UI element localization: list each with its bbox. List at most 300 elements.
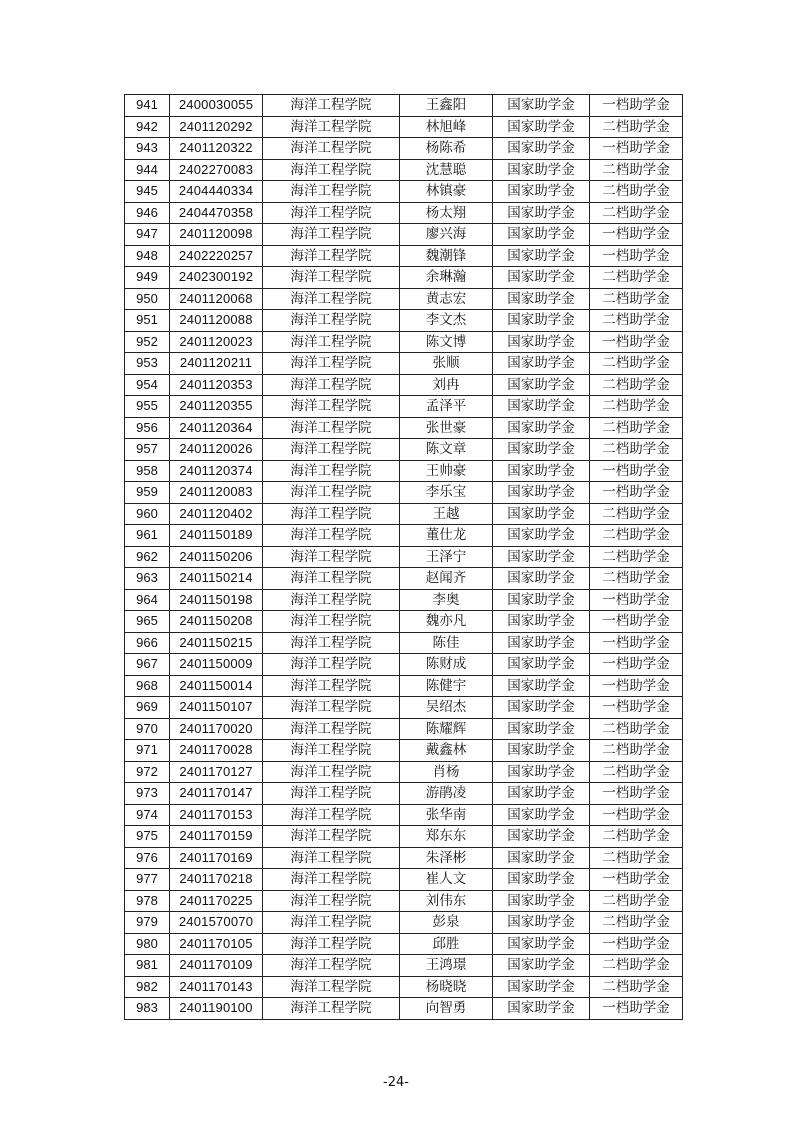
student-id-cell: 2401120026 [170, 439, 263, 461]
student-name-cell: 张世豪 [400, 417, 493, 439]
student-id-cell: 2402300192 [170, 267, 263, 289]
table-row [125, 95, 683, 117]
table-row [125, 417, 683, 439]
grant-type-cell: 国家助学金 [493, 675, 590, 697]
college-name-cell: 海洋工程学院 [263, 224, 400, 246]
row-index-cell: 949 [125, 267, 170, 289]
grant-level-cell: 二档助学金 [590, 912, 683, 934]
student-id-cell: 2401170218 [170, 869, 263, 891]
college-name-cell: 海洋工程学院 [263, 353, 400, 375]
grant-type-cell: 国家助学金 [493, 933, 590, 955]
student-id-cell: 2401120322 [170, 138, 263, 160]
grant-type-cell: 国家助学金 [493, 912, 590, 934]
grant-level-cell: 一档助学金 [590, 869, 683, 891]
student-name-cell: 张顺 [400, 353, 493, 375]
row-index-cell: 977 [125, 869, 170, 891]
student-id-cell: 2401120023 [170, 331, 263, 353]
grant-level-cell: 二档助学金 [590, 202, 683, 224]
student-id-cell: 2401170020 [170, 718, 263, 740]
row-index-cell: 978 [125, 890, 170, 912]
table-row [125, 116, 683, 138]
student-name-cell: 邱胜 [400, 933, 493, 955]
student-name-cell: 陈耀辉 [400, 718, 493, 740]
row-index-cell: 975 [125, 826, 170, 848]
row-index-cell: 969 [125, 697, 170, 719]
grant-type-cell: 国家助学金 [493, 202, 590, 224]
college-name-cell: 海洋工程学院 [263, 847, 400, 869]
grant-type-cell: 国家助学金 [493, 245, 590, 267]
student-id-cell: 2402270083 [170, 159, 263, 181]
college-name-cell: 海洋工程学院 [263, 546, 400, 568]
grant-type-cell: 国家助学金 [493, 847, 590, 869]
college-name-cell: 海洋工程学院 [263, 482, 400, 504]
grant-type-cell: 国家助学金 [493, 632, 590, 654]
grant-recipients-table [124, 94, 683, 1020]
grant-type-cell: 国家助学金 [493, 288, 590, 310]
student-name-cell: 杨晓晓 [400, 976, 493, 998]
student-name-cell: 王泽宁 [400, 546, 493, 568]
grant-type-cell: 国家助学金 [493, 976, 590, 998]
college-name-cell: 海洋工程学院 [263, 525, 400, 547]
grant-type-cell: 国家助学金 [493, 224, 590, 246]
student-name-cell: 朱泽彬 [400, 847, 493, 869]
row-index-cell: 959 [125, 482, 170, 504]
grant-type-cell: 国家助学金 [493, 417, 590, 439]
row-index-cell: 944 [125, 159, 170, 181]
table-row [125, 159, 683, 181]
row-index-cell: 945 [125, 181, 170, 203]
table-row [125, 869, 683, 891]
row-index-cell: 951 [125, 310, 170, 332]
student-id-cell: 2401120068 [170, 288, 263, 310]
student-name-cell: 林旭峰 [400, 116, 493, 138]
student-id-cell: 2400030055 [170, 95, 263, 117]
student-name-cell: 赵闻齐 [400, 568, 493, 590]
college-name-cell: 海洋工程学院 [263, 654, 400, 676]
table-row [125, 353, 683, 375]
row-index-cell: 960 [125, 503, 170, 525]
college-name-cell: 海洋工程学院 [263, 245, 400, 267]
row-index-cell: 954 [125, 374, 170, 396]
table-row [125, 181, 683, 203]
grant-level-cell: 二档助学金 [590, 525, 683, 547]
grant-level-cell: 二档助学金 [590, 181, 683, 203]
grant-level-cell: 二档助学金 [590, 267, 683, 289]
grant-type-cell: 国家助学金 [493, 890, 590, 912]
row-index-cell: 948 [125, 245, 170, 267]
student-name-cell: 向智勇 [400, 998, 493, 1020]
grant-level-cell: 一档助学金 [590, 460, 683, 482]
grant-level-cell: 二档助学金 [590, 439, 683, 461]
row-index-cell: 943 [125, 138, 170, 160]
table-row [125, 804, 683, 826]
student-id-cell: 2402220257 [170, 245, 263, 267]
student-name-cell: 林镇豪 [400, 181, 493, 203]
row-index-cell: 941 [125, 95, 170, 117]
student-name-cell: 杨陈希 [400, 138, 493, 160]
table-body [125, 95, 683, 1020]
grant-type-cell: 国家助学金 [493, 697, 590, 719]
grant-type-cell: 国家助学金 [493, 718, 590, 740]
table-row [125, 331, 683, 353]
student-name-cell: 魏潮锋 [400, 245, 493, 267]
student-id-cell: 2401170127 [170, 761, 263, 783]
table-row [125, 675, 683, 697]
student-id-cell: 2401170159 [170, 826, 263, 848]
student-name-cell: 张华南 [400, 804, 493, 826]
college-name-cell: 海洋工程学院 [263, 955, 400, 977]
college-name-cell: 海洋工程学院 [263, 331, 400, 353]
table-row [125, 847, 683, 869]
college-name-cell: 海洋工程学院 [263, 998, 400, 1020]
college-name-cell: 海洋工程学院 [263, 826, 400, 848]
student-id-cell: 2401120402 [170, 503, 263, 525]
table-row [125, 718, 683, 740]
table-row [125, 267, 683, 289]
grant-level-cell: 二档助学金 [590, 761, 683, 783]
student-id-cell: 2401150014 [170, 675, 263, 697]
grant-type-cell: 国家助学金 [493, 353, 590, 375]
table-row [125, 654, 683, 676]
college-name-cell: 海洋工程学院 [263, 202, 400, 224]
table-row [125, 439, 683, 461]
student-id-cell: 2401150009 [170, 654, 263, 676]
row-index-cell: 968 [125, 675, 170, 697]
row-index-cell: 970 [125, 718, 170, 740]
college-name-cell: 海洋工程学院 [263, 116, 400, 138]
grant-type-cell: 国家助学金 [493, 374, 590, 396]
college-name-cell: 海洋工程学院 [263, 374, 400, 396]
student-name-cell: 李奥 [400, 589, 493, 611]
table-row [125, 503, 683, 525]
table-row [125, 202, 683, 224]
grant-level-cell: 二档助学金 [590, 976, 683, 998]
grant-type-cell: 国家助学金 [493, 568, 590, 590]
row-index-cell: 946 [125, 202, 170, 224]
row-index-cell: 974 [125, 804, 170, 826]
student-name-cell: 余琳瀚 [400, 267, 493, 289]
grant-level-cell: 二档助学金 [590, 310, 683, 332]
student-id-cell: 2401150198 [170, 589, 263, 611]
grant-type-cell: 国家助学金 [493, 546, 590, 568]
student-name-cell: 廖兴海 [400, 224, 493, 246]
grant-type-cell: 国家助学金 [493, 503, 590, 525]
grant-type-cell: 国家助学金 [493, 761, 590, 783]
college-name-cell: 海洋工程学院 [263, 568, 400, 590]
table-row [125, 826, 683, 848]
grant-type-cell: 国家助学金 [493, 804, 590, 826]
row-index-cell: 983 [125, 998, 170, 1020]
student-name-cell: 孟泽平 [400, 396, 493, 418]
grant-level-cell: 二档助学金 [590, 159, 683, 181]
row-index-cell: 957 [125, 439, 170, 461]
table-row [125, 611, 683, 633]
grant-type-cell: 国家助学金 [493, 396, 590, 418]
grant-type-cell: 国家助学金 [493, 181, 590, 203]
grant-level-cell: 二档助学金 [590, 417, 683, 439]
grant-level-cell: 二档助学金 [590, 718, 683, 740]
student-name-cell: 肖杨 [400, 761, 493, 783]
grant-type-cell: 国家助学金 [493, 267, 590, 289]
student-id-cell: 2401120364 [170, 417, 263, 439]
grant-type-cell: 国家助学金 [493, 482, 590, 504]
student-name-cell: 王鸿璟 [400, 955, 493, 977]
student-name-cell: 崔人文 [400, 869, 493, 891]
college-name-cell: 海洋工程学院 [263, 976, 400, 998]
grant-level-cell: 二档助学金 [590, 847, 683, 869]
college-name-cell: 海洋工程学院 [263, 740, 400, 762]
college-name-cell: 海洋工程学院 [263, 138, 400, 160]
grant-level-cell: 二档助学金 [590, 503, 683, 525]
student-id-cell: 2401170105 [170, 933, 263, 955]
grant-level-cell: 一档助学金 [590, 654, 683, 676]
student-id-cell: 2401120292 [170, 116, 263, 138]
table-row [125, 138, 683, 160]
table-row [125, 245, 683, 267]
table-row [125, 396, 683, 418]
row-index-cell: 967 [125, 654, 170, 676]
student-name-cell: 杨太翔 [400, 202, 493, 224]
student-id-cell: 2401120088 [170, 310, 263, 332]
student-name-cell: 魏亦凡 [400, 611, 493, 633]
student-id-cell: 2401120098 [170, 224, 263, 246]
grant-type-cell: 国家助学金 [493, 95, 590, 117]
student-name-cell: 吴绍杰 [400, 697, 493, 719]
grant-type-cell: 国家助学金 [493, 740, 590, 762]
row-index-cell: 965 [125, 611, 170, 633]
row-index-cell: 979 [125, 912, 170, 934]
grant-type-cell: 国家助学金 [493, 998, 590, 1020]
student-id-cell: 2404440334 [170, 181, 263, 203]
grant-level-cell: 二档助学金 [590, 890, 683, 912]
table-row [125, 890, 683, 912]
grant-level-cell: 一档助学金 [590, 933, 683, 955]
student-name-cell: 刘冉 [400, 374, 493, 396]
college-name-cell: 海洋工程学院 [263, 439, 400, 461]
grant-level-cell: 一档助学金 [590, 675, 683, 697]
student-name-cell: 王鑫阳 [400, 95, 493, 117]
row-index-cell: 942 [125, 116, 170, 138]
student-name-cell: 刘伟东 [400, 890, 493, 912]
grant-type-cell: 国家助学金 [493, 159, 590, 181]
table-row [125, 460, 683, 482]
row-index-cell: 961 [125, 525, 170, 547]
grant-type-cell: 国家助学金 [493, 654, 590, 676]
student-id-cell: 2401120374 [170, 460, 263, 482]
table-row [125, 482, 683, 504]
grant-type-cell: 国家助学金 [493, 116, 590, 138]
row-index-cell: 963 [125, 568, 170, 590]
student-name-cell: 黄志宏 [400, 288, 493, 310]
college-name-cell: 海洋工程学院 [263, 718, 400, 740]
college-name-cell: 海洋工程学院 [263, 761, 400, 783]
college-name-cell: 海洋工程学院 [263, 267, 400, 289]
student-id-cell: 2401170225 [170, 890, 263, 912]
table-row [125, 288, 683, 310]
college-name-cell: 海洋工程学院 [263, 804, 400, 826]
student-id-cell: 2401570070 [170, 912, 263, 934]
table-row [125, 310, 683, 332]
student-name-cell: 李文杰 [400, 310, 493, 332]
college-name-cell: 海洋工程学院 [263, 181, 400, 203]
student-id-cell: 2404470358 [170, 202, 263, 224]
row-index-cell: 981 [125, 955, 170, 977]
grant-level-cell: 二档助学金 [590, 568, 683, 590]
student-id-cell: 2401190100 [170, 998, 263, 1020]
grant-level-cell: 一档助学金 [590, 138, 683, 160]
grant-type-cell: 国家助学金 [493, 439, 590, 461]
student-name-cell: 沈慧聪 [400, 159, 493, 181]
table-row [125, 224, 683, 246]
college-name-cell: 海洋工程学院 [263, 933, 400, 955]
row-index-cell: 972 [125, 761, 170, 783]
college-name-cell: 海洋工程学院 [263, 396, 400, 418]
grant-level-cell: 二档助学金 [590, 353, 683, 375]
student-id-cell: 2401120353 [170, 374, 263, 396]
table-row [125, 589, 683, 611]
college-name-cell: 海洋工程学院 [263, 869, 400, 891]
table-row [125, 740, 683, 762]
college-name-cell: 海洋工程学院 [263, 310, 400, 332]
table-row [125, 697, 683, 719]
grant-level-cell: 一档助学金 [590, 245, 683, 267]
grant-level-cell: 二档助学金 [590, 546, 683, 568]
page-number: -24- [383, 1075, 409, 1090]
row-index-cell: 966 [125, 632, 170, 654]
row-index-cell: 980 [125, 933, 170, 955]
grant-type-cell: 国家助学金 [493, 869, 590, 891]
student-id-cell: 2401150189 [170, 525, 263, 547]
table-row [125, 933, 683, 955]
college-name-cell: 海洋工程学院 [263, 417, 400, 439]
student-name-cell: 陈文博 [400, 331, 493, 353]
college-name-cell: 海洋工程学院 [263, 503, 400, 525]
grant-level-cell: 二档助学金 [590, 740, 683, 762]
grant-level-cell: 二档助学金 [590, 116, 683, 138]
student-id-cell: 2401120355 [170, 396, 263, 418]
student-id-cell: 2401120211 [170, 353, 263, 375]
college-name-cell: 海洋工程学院 [263, 783, 400, 805]
row-index-cell: 955 [125, 396, 170, 418]
grant-type-cell: 国家助学金 [493, 611, 590, 633]
grant-level-cell: 一档助学金 [590, 998, 683, 1020]
student-id-cell: 2401150208 [170, 611, 263, 633]
table-row [125, 525, 683, 547]
student-id-cell: 2401120083 [170, 482, 263, 504]
grant-type-cell: 国家助学金 [493, 826, 590, 848]
student-id-cell: 2401150206 [170, 546, 263, 568]
student-name-cell: 李乐宝 [400, 482, 493, 504]
student-id-cell: 2401170169 [170, 847, 263, 869]
grant-level-cell: 二档助学金 [590, 374, 683, 396]
student-name-cell: 王越 [400, 503, 493, 525]
grant-type-cell: 国家助学金 [493, 460, 590, 482]
grant-level-cell: 一档助学金 [590, 482, 683, 504]
grant-level-cell: 一档助学金 [590, 611, 683, 633]
college-name-cell: 海洋工程学院 [263, 890, 400, 912]
college-name-cell: 海洋工程学院 [263, 611, 400, 633]
student-name-cell: 游鹃凌 [400, 783, 493, 805]
student-id-cell: 2401170028 [170, 740, 263, 762]
grant-type-cell: 国家助学金 [493, 955, 590, 977]
student-name-cell: 陈佳 [400, 632, 493, 654]
student-id-cell: 2401150215 [170, 632, 263, 654]
college-name-cell: 海洋工程学院 [263, 159, 400, 181]
student-name-cell: 陈财成 [400, 654, 493, 676]
table-row [125, 976, 683, 998]
student-id-cell: 2401150214 [170, 568, 263, 590]
row-index-cell: 953 [125, 353, 170, 375]
table-row [125, 632, 683, 654]
table-row [125, 783, 683, 805]
grant-level-cell: 一档助学金 [590, 697, 683, 719]
row-index-cell: 952 [125, 331, 170, 353]
grant-level-cell: 二档助学金 [590, 288, 683, 310]
student-name-cell: 郑东东 [400, 826, 493, 848]
grant-level-cell: 一档助学金 [590, 331, 683, 353]
row-index-cell: 950 [125, 288, 170, 310]
student-id-cell: 2401170109 [170, 955, 263, 977]
grant-level-cell: 一档助学金 [590, 224, 683, 246]
grant-level-cell: 二档助学金 [590, 955, 683, 977]
row-index-cell: 958 [125, 460, 170, 482]
grant-type-cell: 国家助学金 [493, 138, 590, 160]
student-name-cell: 陈健宇 [400, 675, 493, 697]
table-row [125, 955, 683, 977]
table-row [125, 761, 683, 783]
student-id-cell: 2401170153 [170, 804, 263, 826]
student-name-cell: 陈文章 [400, 439, 493, 461]
student-id-cell: 2401170143 [170, 976, 263, 998]
table-row [125, 912, 683, 934]
grant-level-cell: 一档助学金 [590, 589, 683, 611]
college-name-cell: 海洋工程学院 [263, 675, 400, 697]
student-name-cell: 戴鑫林 [400, 740, 493, 762]
grant-type-cell: 国家助学金 [493, 589, 590, 611]
table-row [125, 998, 683, 1020]
grant-level-cell: 一档助学金 [590, 804, 683, 826]
grant-level-cell: 二档助学金 [590, 826, 683, 848]
table-row [125, 546, 683, 568]
college-name-cell: 海洋工程学院 [263, 288, 400, 310]
college-name-cell: 海洋工程学院 [263, 632, 400, 654]
college-name-cell: 海洋工程学院 [263, 697, 400, 719]
table-row [125, 568, 683, 590]
row-index-cell: 971 [125, 740, 170, 762]
row-index-cell: 962 [125, 546, 170, 568]
grant-level-cell: 一档助学金 [590, 632, 683, 654]
row-index-cell: 976 [125, 847, 170, 869]
table-row [125, 374, 683, 396]
row-index-cell: 956 [125, 417, 170, 439]
college-name-cell: 海洋工程学院 [263, 589, 400, 611]
student-name-cell: 王帅豪 [400, 460, 493, 482]
student-name-cell: 董仕龙 [400, 525, 493, 547]
college-name-cell: 海洋工程学院 [263, 912, 400, 934]
row-index-cell: 982 [125, 976, 170, 998]
grant-type-cell: 国家助学金 [493, 331, 590, 353]
grant-level-cell: 一档助学金 [590, 95, 683, 117]
student-id-cell: 2401150107 [170, 697, 263, 719]
student-name-cell: 彭泉 [400, 912, 493, 934]
grant-type-cell: 国家助学金 [493, 783, 590, 805]
grant-type-cell: 国家助学金 [493, 310, 590, 332]
grant-type-cell: 国家助学金 [493, 525, 590, 547]
college-name-cell: 海洋工程学院 [263, 460, 400, 482]
grant-level-cell: 二档助学金 [590, 396, 683, 418]
college-name-cell: 海洋工程学院 [263, 95, 400, 117]
student-id-cell: 2401170147 [170, 783, 263, 805]
